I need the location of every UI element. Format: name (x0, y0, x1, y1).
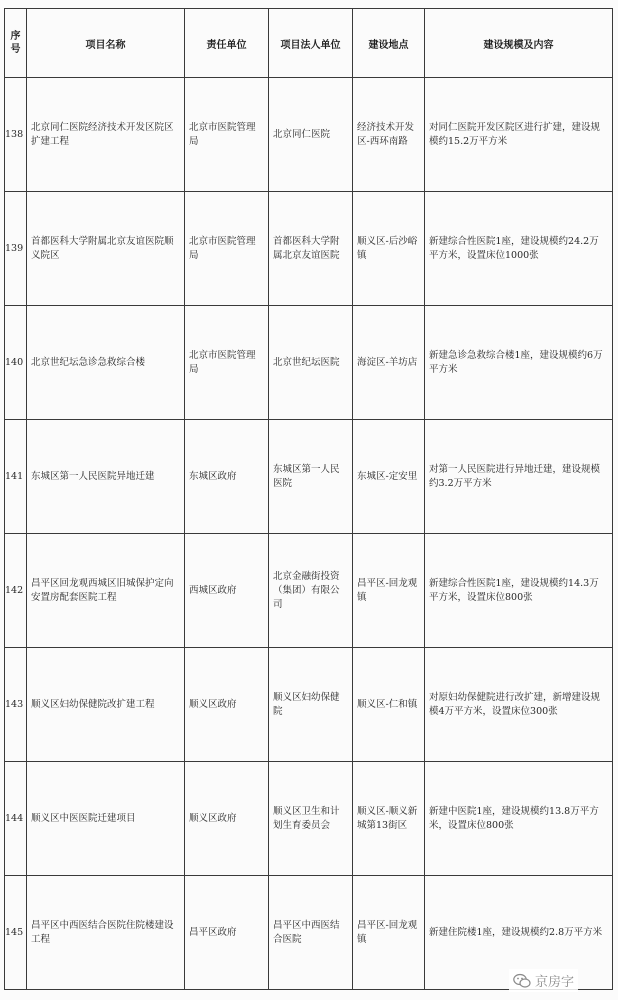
row-scale-content-cell (425, 762, 613, 876)
row-legal-entity-cell (269, 762, 353, 876)
row-scale-content-cell (425, 534, 613, 648)
row-scale-content: 新建急诊急救综合楼1座，建设规模约6万平方米 (429, 349, 603, 375)
header-seq-line2: 号 (10, 44, 21, 55)
row-project-name-cell (27, 306, 185, 420)
row-legal-entity: 北京同仁医院 (273, 128, 331, 140)
row-legal-entity: 东城区第一人民医院 (273, 463, 340, 489)
row-responsible-unit: 北京市医院管理局 (189, 121, 256, 147)
row-seq-cell (5, 192, 27, 306)
row-project-name: 首都医科大学附属北京友谊医院顺义院区 (31, 235, 174, 261)
row-responsible-unit: 北京市医院管理局 (189, 349, 256, 375)
header-responsible-unit: 责任单位 (185, 9, 269, 78)
row-scale-content: 对原妇幼保健院进行改扩建，新增建设规模4万平方米，设置床位300张 (429, 691, 601, 717)
row-seq: 139 (5, 242, 24, 254)
table-row (5, 420, 613, 534)
row-location: 顺义区-仁和镇 (357, 698, 418, 710)
row-responsible-unit-cell (185, 534, 269, 648)
header-seq-line1: 序 (10, 31, 21, 42)
row-legal-entity: 昌平区中西医结合医院 (273, 919, 340, 945)
row-seq: 141 (5, 470, 24, 482)
table-row (5, 192, 613, 306)
row-responsible-unit: 西城区政府 (189, 584, 237, 596)
row-project-name-cell (27, 534, 185, 648)
row-project-name: 东城区第一人民医院异地迁建 (31, 470, 155, 482)
row-legal-entity: 顺义区卫生和计划生育委员会 (273, 805, 340, 831)
row-location: 顺义区-后沙峪镇 (357, 235, 418, 261)
row-project-name-cell (27, 762, 185, 876)
row-legal-entity: 顺义区妇幼保健院 (273, 691, 340, 717)
row-legal-entity-cell (269, 192, 353, 306)
row-project-name-cell (27, 78, 185, 192)
row-seq: 143 (5, 698, 24, 710)
row-scale-content: 新建综合性医院1座，建设规模约24.2万平方米，设置床位1000张 (429, 235, 599, 261)
table-row (5, 306, 613, 420)
row-legal-entity: 首都医科大学附属北京友谊医院 (273, 235, 340, 261)
table-row (5, 534, 613, 648)
project-table (4, 8, 613, 990)
wechat-bubble-icon (513, 973, 531, 989)
row-seq-cell (5, 534, 27, 648)
row-responsible-unit: 昌平区政府 (189, 926, 237, 938)
row-location-cell (353, 420, 425, 534)
row-legal-entity-cell (269, 78, 353, 192)
row-location-cell (353, 762, 425, 876)
row-location: 海淀区-羊坊店 (357, 356, 418, 368)
row-project-name: 顺义区中医医院迁建项目 (31, 812, 136, 824)
row-scale-content-cell (425, 306, 613, 420)
row-responsible-unit: 北京市医院管理局 (189, 235, 256, 261)
row-seq-cell (5, 648, 27, 762)
header-seq (5, 9, 27, 78)
row-seq: 140 (5, 356, 24, 368)
row-responsible-unit-cell (185, 876, 269, 990)
row-scale-content-cell (425, 78, 613, 192)
row-responsible-unit-cell (185, 420, 269, 534)
table-header-row (5, 9, 613, 78)
row-responsible-unit: 顺义区政府 (189, 812, 237, 824)
source-watermark (509, 969, 578, 992)
row-legal-entity: 北京金融街投资（集团）有限公司 (273, 570, 340, 610)
table-row (5, 762, 613, 876)
row-seq-cell (5, 762, 27, 876)
row-seq: 144 (5, 812, 24, 824)
row-responsible-unit-cell (185, 648, 269, 762)
row-project-name: 顺义区妇幼保健院改扩建工程 (31, 698, 155, 710)
row-seq-cell (5, 78, 27, 192)
row-scale-content: 对同仁医院开发区院区进行扩建，建设规模约15.2万平方米 (429, 121, 601, 147)
row-location-cell (353, 534, 425, 648)
row-legal-entity-cell (269, 306, 353, 420)
row-scale-content: 对第一人民医院进行异地迁建，建设规模约3.2万平方米 (429, 463, 601, 489)
row-project-name-cell (27, 648, 185, 762)
row-legal-entity-cell (269, 420, 353, 534)
row-responsible-unit-cell (185, 78, 269, 192)
row-responsible-unit-cell (185, 306, 269, 420)
row-legal-entity: 北京世纪坛医院 (273, 356, 340, 368)
row-seq-cell (5, 306, 27, 420)
row-responsible-unit: 顺义区政府 (189, 698, 237, 710)
row-legal-entity-cell (269, 534, 353, 648)
row-responsible-unit-cell (185, 192, 269, 306)
row-location-cell (353, 192, 425, 306)
row-project-name-cell (27, 876, 185, 990)
row-scale-content: 新建综合性医院1座，建设规模约14.3万平方米，设置床位800张 (429, 577, 599, 603)
row-legal-entity-cell (269, 648, 353, 762)
header-location: 建设地点 (353, 9, 425, 78)
row-location: 经济技术开发区-西环南路 (357, 121, 415, 147)
row-seq-cell (5, 420, 27, 534)
row-location: 昌平区-回龙观镇 (357, 577, 418, 603)
row-project-name: 昌平区回龙观西城区旧城保护定向安置房配套医院工程 (31, 577, 174, 603)
table-row (5, 648, 613, 762)
table-body (5, 78, 613, 990)
row-responsible-unit: 东城区政府 (189, 470, 237, 482)
row-location: 东城区-定安里 (357, 470, 418, 482)
row-location: 顺义区-顺义新城第13街区 (357, 805, 418, 831)
header-legal-entity: 项目法人单位 (269, 9, 353, 78)
row-project-name-cell (27, 192, 185, 306)
row-location-cell (353, 78, 425, 192)
row-legal-entity-cell (269, 876, 353, 990)
watermark-text: 京房字 (534, 975, 574, 990)
row-seq: 138 (5, 128, 24, 140)
row-responsible-unit-cell (185, 762, 269, 876)
row-scale-content: 新建中医院1座，建设规模约13.8万平方米，设置床位800张 (429, 805, 599, 831)
row-scale-content-cell (425, 648, 613, 762)
row-seq: 142 (5, 584, 24, 596)
row-project-name: 昌平区中西医结合医院住院楼建设工程 (31, 919, 174, 945)
row-scale-content-cell (425, 192, 613, 306)
row-project-name: 北京世纪坛急诊急救综合楼 (31, 356, 146, 368)
header-project-name: 项目名称 (27, 9, 185, 78)
row-scale-content-cell (425, 420, 613, 534)
header-scale-content: 建设规模及内容 (425, 9, 613, 78)
row-location: 昌平区-回龙观镇 (357, 919, 418, 945)
row-project-name-cell (27, 420, 185, 534)
row-project-name: 北京同仁医院经济技术开发区院区扩建工程 (31, 121, 174, 147)
row-seq: 145 (5, 926, 24, 938)
row-location-cell (353, 306, 425, 420)
row-location-cell (353, 876, 425, 990)
row-seq-cell (5, 876, 27, 990)
row-scale-content: 新建住院楼1座，建设规模约2.8万平方米 (429, 926, 603, 938)
table-row (5, 78, 613, 192)
row-location-cell (353, 648, 425, 762)
